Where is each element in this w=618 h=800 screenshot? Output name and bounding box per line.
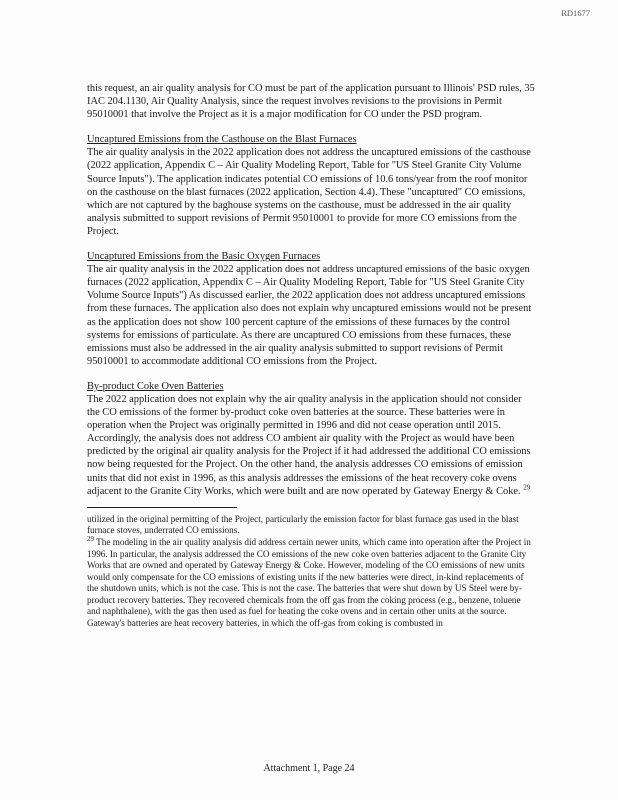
section-heading-coke-batteries: By-product Coke Oven Batteries: [87, 380, 224, 392]
footnote-continuation: utilized in the original permitting of the Project, particularly the emission factor for blast furnace gas used in the blast furnace stoves, underrated CO emissions.: [87, 513, 519, 536]
footnote-divider: [87, 507, 237, 508]
footnote-29: [87, 534, 535, 630]
intro-paragraph: this request, an air quality analysis for CO must be part of the application pursuant to Illinois' PSD rules, 35 IAC 204.1130, Air Quality Analysis, since the request involves revisions to the provisions in Permit 95010001 that involve the Project as it is a major modification for CO under the PSD program.: [87, 83, 535, 121]
footnote-text: The modeling in the air quality analysis did address certain newer units, which came into operation after the Project in 1996. In particular, the analysis addressed the CO emissions of the new coke oven batteries adjacent to the Granite City Works that are owned and operated by Gateway Energy & Coke. However, modeling of the CO emissions of new units would only compensate for the CO emissions of existing units if the new batteries were direct, in-kind replacements of the shutdown units, which is not the case. This is not the case. The batteries that were shut down by US Steel were by-product recovery batteries. They recovered chemicals from the off gas from the coking process (e.g., benzene, toluene and naphthalene), with the gas then used as fuel for heating the coke ovens and in certain other units at the source. Gateway's batteries are heat recovery batteries, in which the off-gas from coking is combusted in: [87, 536, 531, 629]
footnote-reference: 29: [523, 483, 531, 492]
page-reference: RD1677: [561, 8, 590, 18]
section-heading-casthouse: Uncaptured Emissions from the Casthouse on the Blast Furnaces: [87, 134, 357, 146]
footnote-mark: 29: [87, 534, 94, 543]
page-footer: Attachment 1, Page 24: [263, 763, 355, 774]
document-body: [87, 82, 535, 630]
section-heading-bof: Uncaptured Emissions from the Basic Oxygen Furnaces: [87, 251, 321, 263]
section-body-text: The 2022 application does not explain why the air quality analysis in the application should not consider the CO emissions of the former by-product coke oven batteries at the source. These batteries were in operation when the Project was originally permitted in 1996 and did not cease operation until 2015. Accordingly, the analysis does not address CO ambient air quality with the Project as would have been predicted by the original air quality analysis for the Project if it had addressed the additional CO emissions now being requested for the Project. On the other hand, the analysis addresses CO emissions of emission units that did not exist in 1996, as this analysis addresses the emissions of the heat recovery coke ovens adjacent to the Granite City Works, which were built and are now operated by Gateway Energy & Coke.: [87, 393, 531, 497]
section-body-casthouse: The air quality analysis in the 2022 application does not address the uncaptured emissions of the casthouse (2022 application, Appendix C – Air Quality Modeling Report, Table for "US Steel Granite City Volume Source Inputs"). The application indicates potential CO emissions of 10.6 tons/year from the roof monitor on the casthouse on the blast furnaces (2022 application, Section 4.4). These "uncaptured" CO emissions, which are not captured by the baghouse systems on the casthouse, must be addressed in the air quality analysis submitted to support revisions of Permit 95010001 to provide for more CO emissions from the Project.: [87, 147, 531, 237]
section-body-bof: The air quality analysis in the 2022 application does not address uncaptured emissions of the basic oxygen furnaces (2022 application, Appendix C – Air Quality Modeling Report, Table for "US Steel Granite City Volume Source Inputs") As discussed earlier, the 2022 application does not address uncaptured emissions from these furnaces. The application also does not explain why uncaptured emissions would not be present as the application does not show 100 percent capture of the emissions of these furnaces by the control systems for emissions of particulate. As there are uncaptured CO emissions from these furnaces, these emissions must also be addressed in the air quality analysis submitted to support revisions of Permit 95010001 to accommodate additional CO emissions from the Project.: [87, 264, 532, 367]
section-body-coke-batteries: [87, 393, 535, 498]
